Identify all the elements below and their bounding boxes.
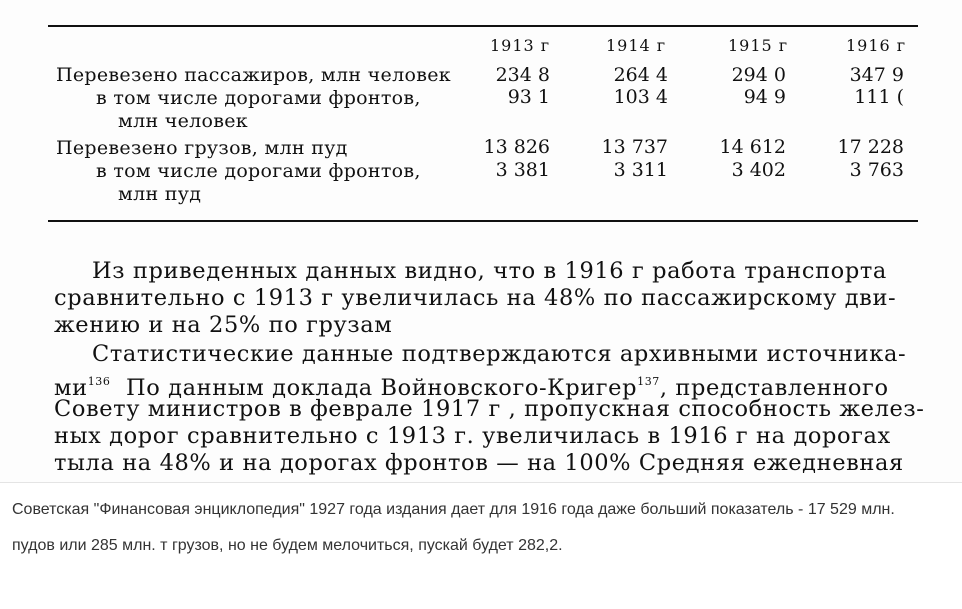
- paragraph-line: $ми^{136}$ По данным доклада Войновского-Кригер$^{137}$, представленного: [54, 375, 889, 401]
- table-top-rule: [48, 25, 918, 27]
- footnote-ref: 136: [87, 375, 111, 388]
- paragraph-line: сравнительно с 1913 г увеличилась на 48% по пассажирскому дви-: [54, 285, 897, 311]
- paragraph-line: жению и на 25% по грузам: [54, 312, 393, 338]
- table-cell: 17 228: [837, 136, 904, 158]
- table-cell: 111 (: [854, 86, 904, 108]
- paragraph-line: Статистические данные подтверждаются архивными источника-: [92, 341, 907, 367]
- caption-text: Советская "Финансовая энциклопедия" 1927 года издания дает для 1916 года даже больший показатель - 17 529 млн. пудов или 285 млн. т грузов, но не будем мелочиться, пускай будет 282,2.: [12, 501, 895, 554]
- paragraph-line: тыла на 48% и на дорогах фронтов — на 100% Средняя ежедневная: [54, 450, 904, 476]
- table-cell: 3 763: [849, 159, 904, 181]
- table-cell: 93 1: [507, 86, 550, 108]
- table-cell: 234 8: [495, 64, 550, 86]
- table-bottom-rule: [48, 220, 918, 222]
- year-header-1913: 1913 г: [490, 36, 551, 55]
- row-label-passengers-front: в том числе дорогами фронтов,: [96, 87, 421, 109]
- table-cell: 3 402: [731, 159, 786, 181]
- year-header-1914: 1914 г: [606, 36, 667, 55]
- table-cell: 94 9: [743, 86, 786, 108]
- year-header-1916: 1916 г: [846, 36, 907, 55]
- row-label-cargo: Перевезено грузов, млн пуд: [56, 137, 348, 159]
- table-cell: 103 4: [613, 86, 668, 108]
- footnote-ref: 137: [637, 375, 660, 388]
- row-label-cargo-front-unit: млн пуд: [118, 183, 202, 205]
- paragraph-line: Из приведенных данных видно, что в 1916 г работа транспорта: [92, 258, 887, 284]
- table-cell: 3 311: [613, 159, 668, 181]
- table-cell: 347 9: [849, 64, 904, 86]
- table-cell: 13 737: [601, 136, 668, 158]
- paragraph-line: Совету министров в феврале 1917 г , пропускная способность желез-: [54, 396, 925, 422]
- divider: [0, 482, 962, 483]
- paragraph-line: ных дорог сравнительно с 1913 г. увеличилась в 1916 г на дорогах: [54, 423, 891, 449]
- table-cell: 294 0: [731, 64, 786, 86]
- table-cell: 264 4: [613, 64, 668, 86]
- row-label-passengers-front-unit: млн человек: [118, 110, 248, 132]
- table-cell: 14 612: [719, 136, 786, 158]
- row-label-cargo-front: в том числе дорогами фронтов,: [96, 160, 421, 182]
- row-label-passengers: Перевезено пассажиров, млн человек: [56, 64, 451, 86]
- year-header-1915: 1915 г: [728, 36, 789, 55]
- table-cell: 13 826: [483, 136, 550, 158]
- table-cell: 3 381: [495, 159, 550, 181]
